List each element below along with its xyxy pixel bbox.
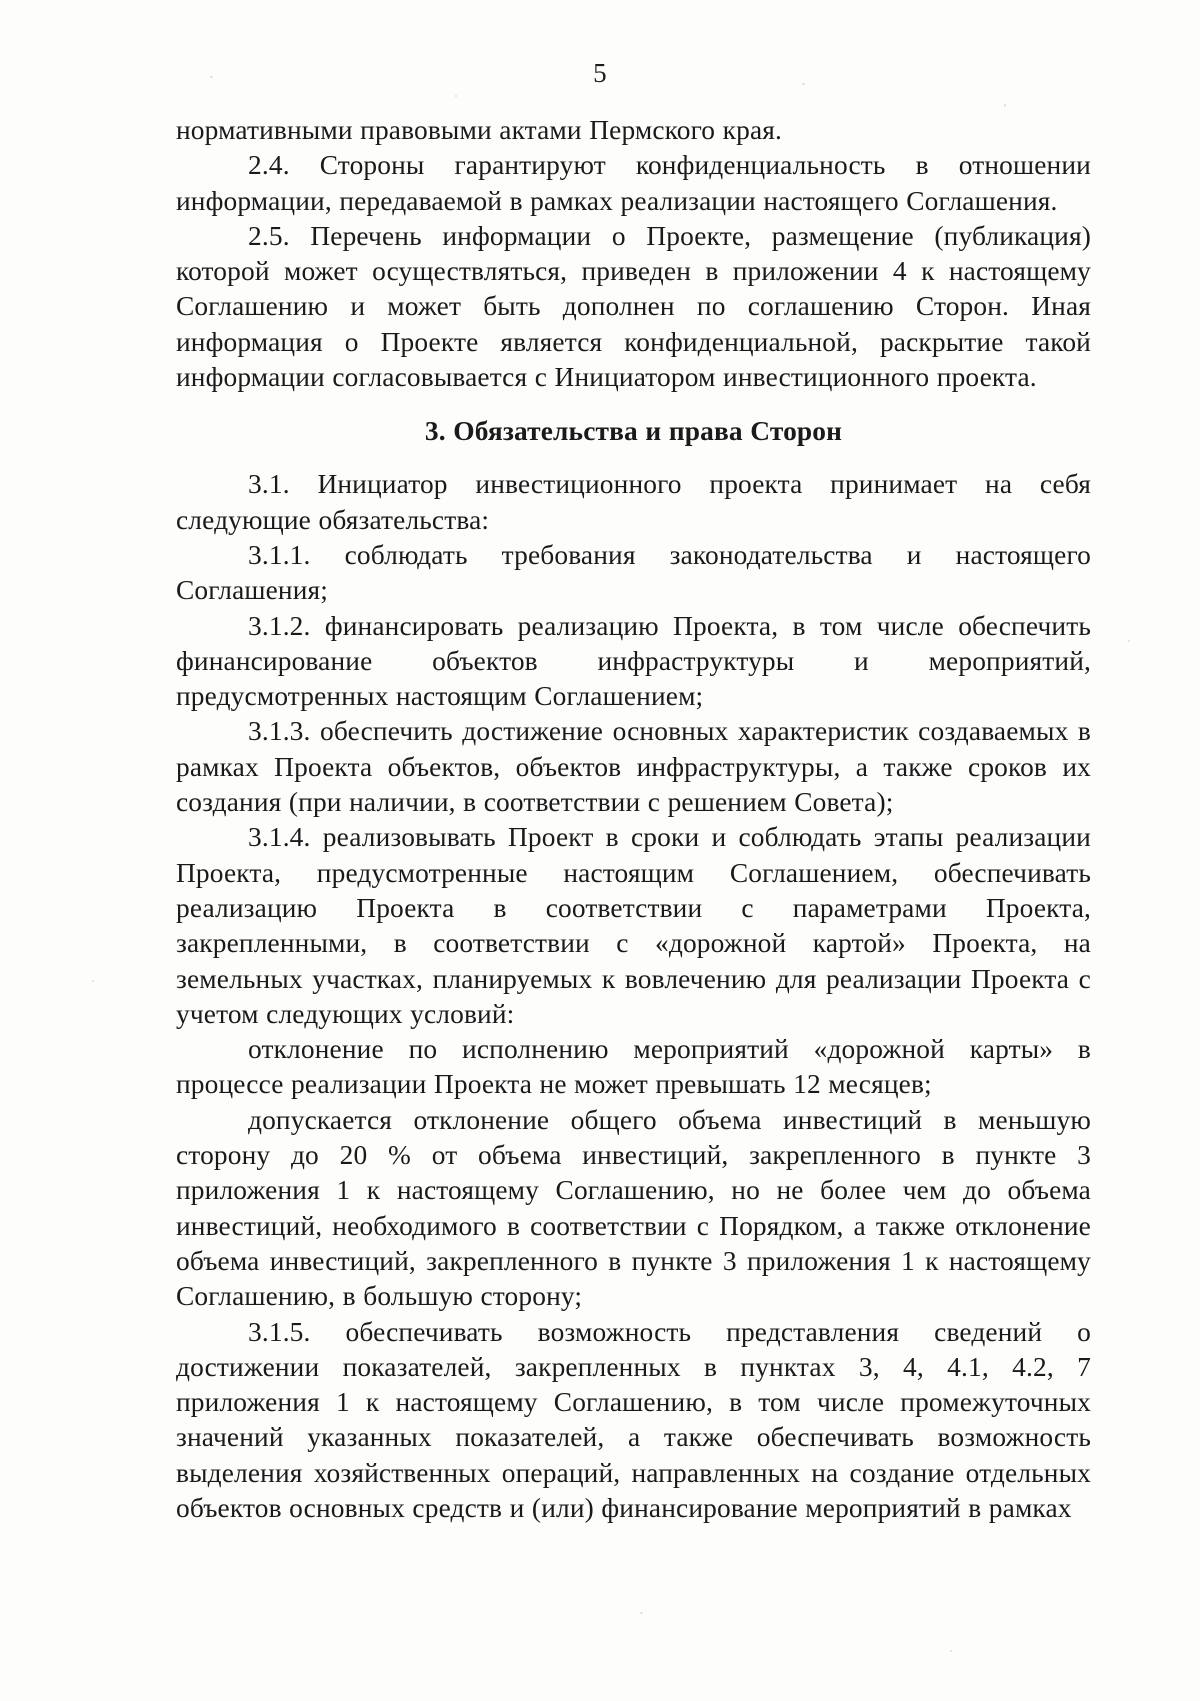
paragraph-2-4: 2.4. Стороны гарантируют конфиденциальность в отношении информации, передаваемой в рамках реализации настоящего Соглашения. [176, 150, 1091, 216]
condition-deviation-roadmap: отклонение по исполнению мероприятий «дорожной карты» в процессе реализации Проекта не может превышать 12 месяцев; [176, 1034, 1091, 1100]
paragraph-3-1-5: 3.1.5. обеспечивать возможность представления сведений о достижении показателей, закрепленных в пунктах 3, 4, 4.1, 4.2, 7 приложения 1 к настоящему Соглашению, в том числе промежуточных значений указанных показателей, а также обеспечивать возможность выделения хозяйственных операций, направленных на создание отдельных объектов основных средств и (или) финансирование мероприятий в рамках [176, 1316, 1091, 1523]
continuation-paragraph: нормативными правовыми актами Пермского края. [176, 115, 782, 145]
paragraph-3-1-1: 3.1.1. соблюдать требования законодательства и настоящего Соглашения; [176, 539, 1091, 606]
scan-speck [1128, 640, 1130, 642]
paragraph-3-1-4: 3.1.4. реализовывать Проект в сроки и соблюдать этапы реализации Проекта, предусмотренные настоящим Соглашением, обеспечивать реализацию Проекта в соответствии с параметрами Проекта, закрепленными, в соответствии с «дорожной картой» Проекта, на земельных участках, планируемых к вовлечению для реализации Проекта с учетом следующих условий: [176, 822, 1091, 1029]
scan-speck [455, 95, 457, 97]
scan-speck [1004, 104, 1006, 107]
document-body [176, 113, 1091, 1526]
scan-speck [950, 1650, 952, 1652]
section-heading: 3. Обязательства и права Сторон [424, 416, 843, 447]
paragraph-3-1-3: 3.1.3. обеспечить достижение основных характеристик создаваемых в рамках Проекта объектов, объектов инфраструктуры, а также сроков их создания (при наличии, в соответствии с решением Совета); [176, 716, 1091, 818]
paragraph-2-5: 2.5. Перечень информации о Проекте, размещение (публикация) которой может осуществляться, приведен в приложении 4 к настоящему Соглашению и может быть дополнен по соглашению Сторон. Иная информация о Проекте является конфиденциальной, раскрытие такой информации согласовывается с Инициатором инвестиционного проекта. [176, 220, 1091, 393]
page-number: 5 [593, 58, 607, 88]
scan-speck [92, 980, 94, 982]
condition-deviation-investment: допускается отклонение общего объема инвестиций в меньшую сторону до 20 % от объема инвестиций, закрепленного в пункте 3 приложения 1 к настоящему Соглашению, но не более чем до объема инвестиций, необходимого в соответствии с Порядком, а также отклонение объема инвестиций, закрепленного в пункте 3 приложения 1 к настоящему Соглашению, в большую сторону; [176, 1104, 1091, 1312]
scan-speck [640, 1612, 643, 1614]
paragraph-3-1: 3.1. Инициатор инвестиционного проекта принимает на себя следующие обязательства: [176, 469, 1091, 535]
paragraph-3-1-2: 3.1.2. финансировать реализацию Проекта, в том числе обеспечить финансирование объектов инфраструктуры и мероприятий, предусмотренных настоящим Соглашением; [176, 610, 1091, 712]
